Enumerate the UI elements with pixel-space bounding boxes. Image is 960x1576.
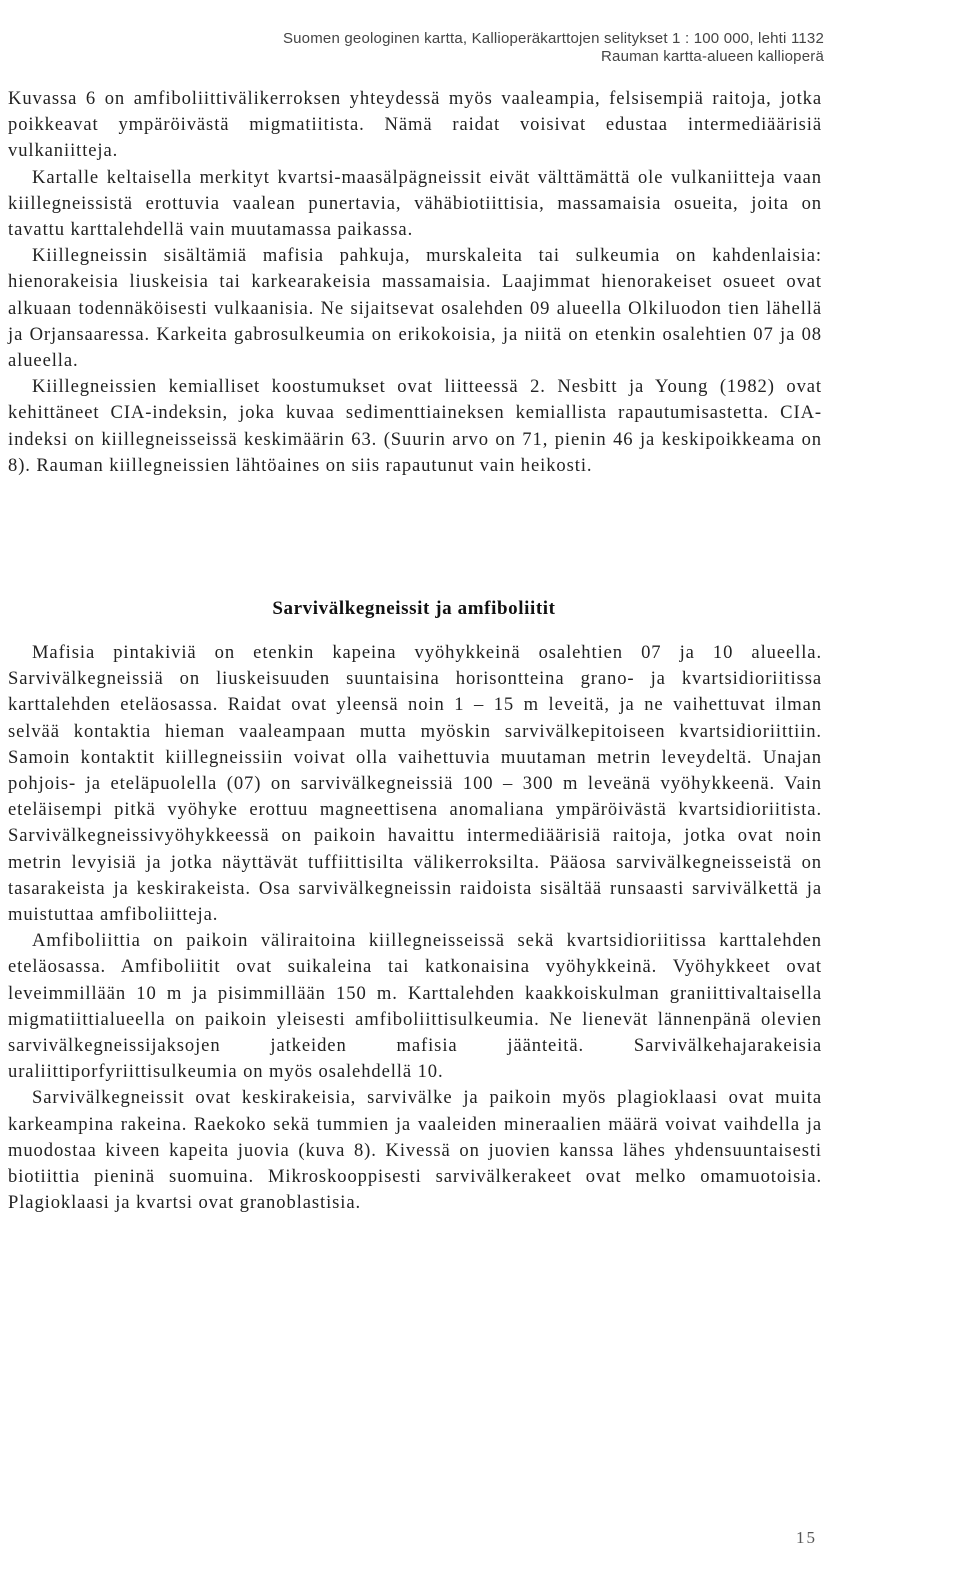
running-header (283, 30, 824, 66)
header-title-line: Rauman kartta-alueen kallioperä (601, 48, 824, 65)
paragraph: Sarvivälkegneissit ovat keskirakeisia, sarvivälke ja paikoin myös plagioklaasi ovat muita karkeampina rakeina. Raekoko sekä tummien ja vaaleiden mineraalien määrä voivat vaihdella ja muodostaa kiveen kapeita juovia (kuva 8). Kivessä on juovien kanssa lähes yhdensuuntaisesti biotiittia pieninä suomuina. Mikroskooppisesti sarvivälkerakeet ovat melko omamuotoisia. Plagioklaasi ja kvartsi ovat granoblastisia. (8, 1087, 822, 1214)
paragraph: Kuvassa 6 on amfiboliittivälikerroksen yhteydessä myös vaaleampia, felsisempiä raitoja, jotka poikkeavat ympäröivästä migmatiitista. Nämä raidat voisivat edustaa intermediäärisiä vulkaniitteja. (8, 88, 822, 162)
paragraph: Kiillegneissien kemialliset koostumukset ovat liitteessä 2. Nesbitt ja Young (1982) ovat kehittäneet CIA-indeksin, joka kuvaa sedimenttiaineksen kemiallista rapautumisastetta. CIA-indeksi on kiillegneisseissä keskimäärin 63. (Suurin arvo on 71, pienin 46 ja keskipoikkeama on 8). Rauman kiillegneissien lähtöaines on siis rapautunut vain heikosti. (8, 376, 822, 476)
section-text-block (8, 640, 822, 1216)
page-number: 15 (796, 1528, 817, 1547)
paragraph: Kiillegneissin sisältämiä mafisia pahkuja, murskaleita tai sulkeumia on kahdenlaisia: hienorakeisia liuskeisia tai karkearakeisia massamaisia. Laajimmat hienorakeiset osueet ovat alkuaan todennäköisesti vulkaanisia. Ne sijaitsevat osalehden 09 alueella Olkiluodon tien lähellä ja Orjansaaressa. Karkeita gabrosulkeumia on erikokoisia, ja niitä on etenkin osalehtien 07 ja 08 alueella. (8, 245, 822, 372)
paragraph: Amfiboliittia on paikoin väliraitoina kiillegneisseissä sekä kvartsidioriitissa karttalehden eteläosassa. Amfiboliitit ovat suikaleina tai katkonaisina vyöhykkeinä. Vyöhykkeet ovat leveimmillään 10 m ja pisimmillään 150 m. Karttalehden kaakkoiskulman graniittivaltaisella migmatiittialueella on paikoin yleisesti amfiboliittisulkeumia. Ne lienevät lännenpänä olevien sarvivälkegneissijaksojen jatkeiden mafisia jäänteitä. Sarvivälkehajarakeisia uraliittiporfyriittisulkeumia on myös osalehdellä 10. (8, 930, 822, 1083)
paragraph: Kartalle keltaisella merkityt kvartsi-maasälpägneissit eivät välttämättä ole vulkaniitteja vaan kiillegneissistä erottuvia vaalean punertavia, vähäbiotiittisia, massamaisia osueita, joita on tavattu karttalehdellä vain muutamassa paikassa. (8, 166, 822, 241)
section-heading: Sarvivälkegneissit ja amfiboliitit (272, 598, 556, 619)
intro-text-block (8, 86, 822, 479)
paragraph: Mafisia pintakiviä on etenkin kapeina vyöhykkeinä osalehtien 07 ja 10 alueella. Sarvivälkegneissiä on liuskeisuuden suuntaisina horisontteina grano- ja kvartsidioriitissa karttalehden eteläosassa. Raidat ovat yleensä noin 1 – 15 m leveitä, ja ne vaihettuvat ilman selvää kontaktia hieman vaaleampaan mutta myöskin sarvivälkepitoiseen kvartsidioriittiin. Samoin kontaktit kiillegneissiin voivat olla vaihettuvia muutaman metrin leveydeltä. Unajan pohjois- ja eteläpuolella (07) on sarvivälkegneissiä 100 – 300 m leveänä vyöhykkeenä. Vain eteläisempi pitkä vyöhyke erottuu magneettisena anomaliana ympäröivästä kvartsidioriitista. Sarvivälkegneissivyöhykkeessä on paikoin havaittu intermediäärisiä raitoja, jotka ovat noin metrin levyisiä ja jotka näyttävät tuffiittisilta välikerroksilta. Pääosa sarvivälkegneisseistä on tasarakeista ja keskirakeista. Osa sarvivälkegneissin raidoista sisältää runsaasti sarvivälkettä ja muistuttaa amfiboliitteja. (8, 642, 822, 926)
header-series-line: Suomen geologinen kartta, Kallioperäkarttojen selitykset 1 : 100 000, lehti 1132 (282, 30, 824, 47)
